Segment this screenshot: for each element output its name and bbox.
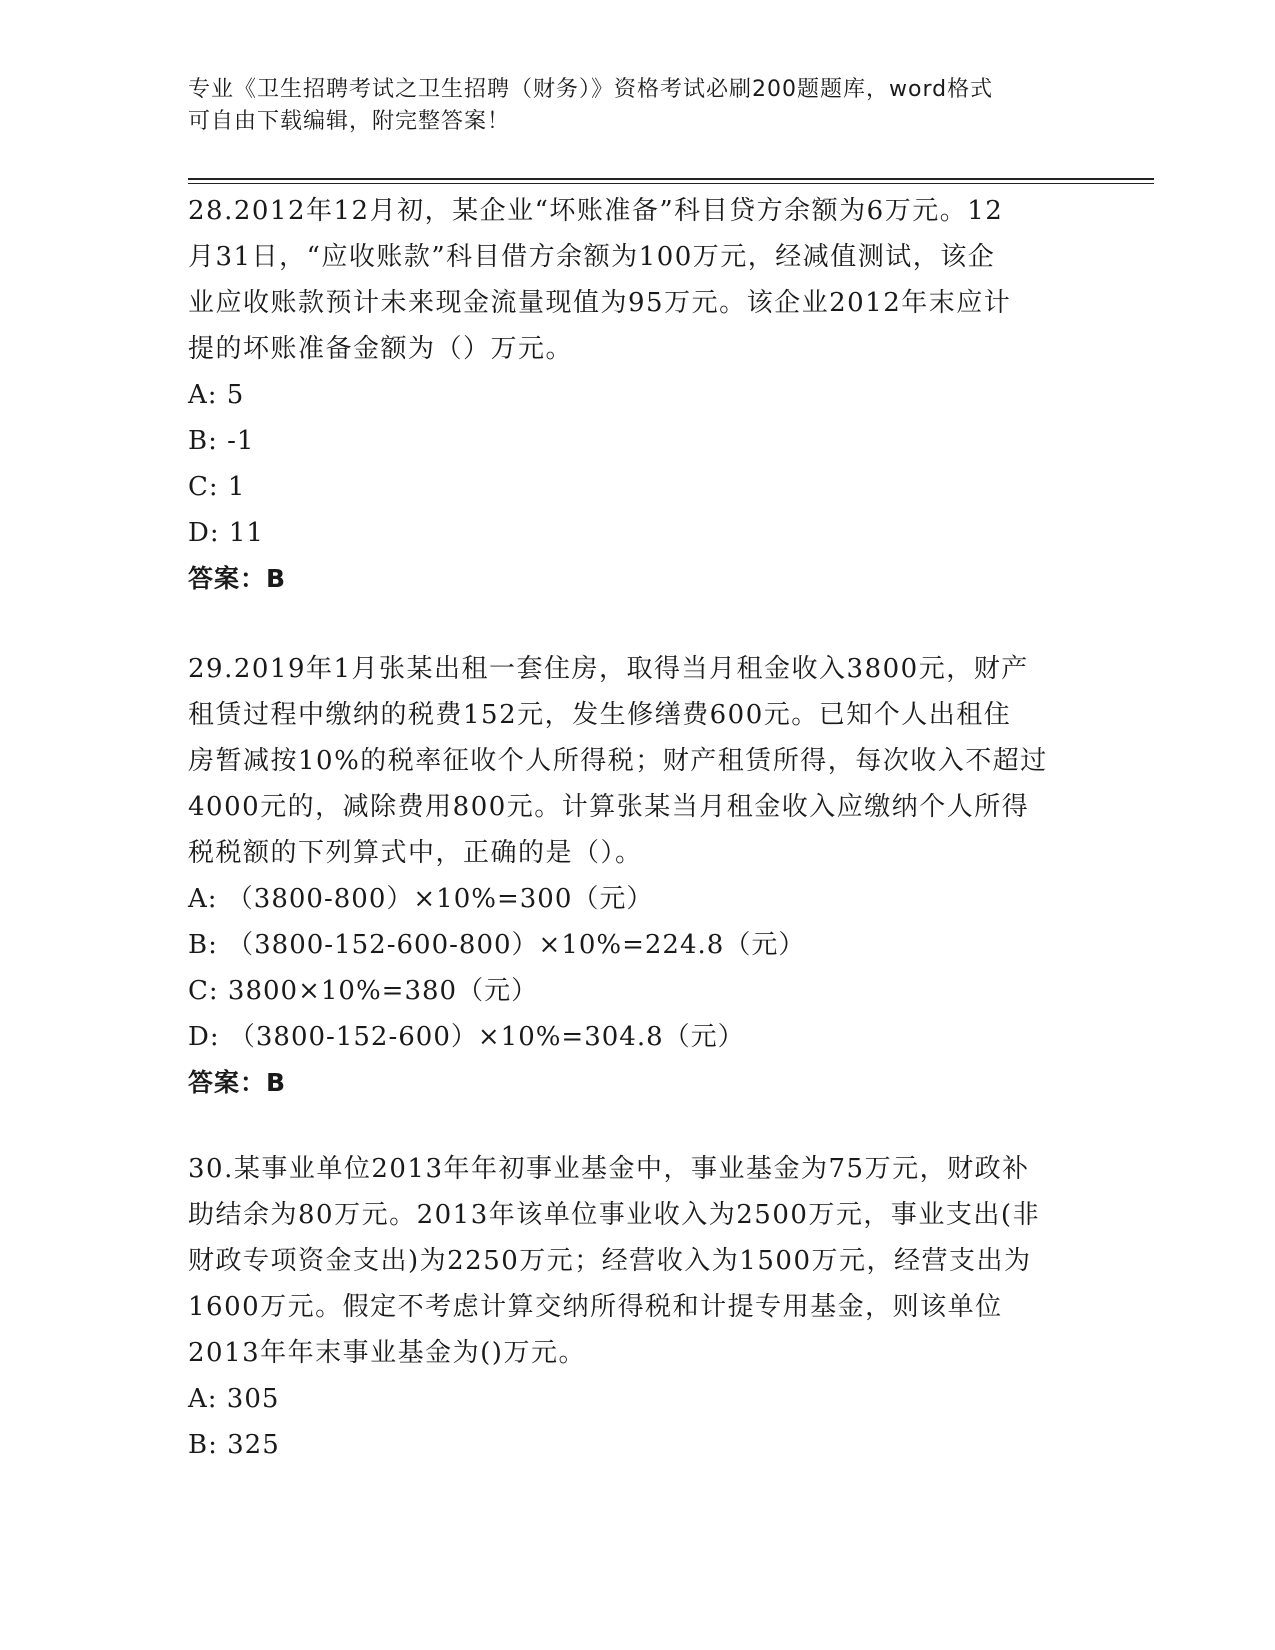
question-29 [188,646,1088,1106]
header-divider [188,178,1154,184]
question-30 [188,1146,1088,1468]
option-b: B: 325 [188,1430,280,1460]
option-a: A: 5 [188,380,245,410]
question-stem: 29.2019年1月张某出租一套住房，取得当月租金收入3800元，财产 租赁过程中缴纳的税费152元，发生修缮费600元。已知个人出租住 房暂减按10%的税率征收个人所得税；财产租赁所得，每次收入不超过 4000元的，减除费用800元。计算张某当月租金收入应缴纳个人所得 税税额的下列算式中，正确的是（）。 [188,654,1048,868]
option-d: D: （3800-152-600）×10%=304.8（元） [188,1022,745,1052]
answer-line: 答案：B [188,1068,287,1097]
option-d: D: 11 [188,518,264,548]
header-line-2: 可自由下载编辑，附完整答案！ [188,109,511,134]
option-b: B: -1 [188,426,255,456]
option-a: A: （3800-800）×10%=300（元） [188,884,654,914]
header-line-1: 专业《卫生招聘考试之卫生招聘（财务）》资格考试必刷200题题库，word格式 [188,77,994,102]
question-stem: 28.2012年12月初，某企业“坏账准备”科目贷方余额为6万元。12 月31日，“应收账款”科目借方余额为100万元，经减值测试，该企 业应收账款预计未来现金流量现值为95万元。该企业2012年末应计 提的坏账准备金额为（）万元。 [188,196,1012,364]
answer-line: 答案：B [188,564,287,593]
option-c: C: 1 [188,472,246,502]
document-header [188,74,1068,138]
question-stem: 30.某事业单位2013年年初事业基金中，事业基金为75万元，财政补 助结余为80万元。2013年该单位事业收入为2500万元，事业支出(非 财政专项资金支出)为2250万元；经营收入为1500万元，经营支出为 1600万元。假定不考虑计算交纳所得税和计提专用基金，则该单位 2013年年末事业基金为()万元。 [188,1154,1041,1368]
option-b: B: （3800-152-600-800）×10%=224.8（元） [188,930,806,960]
option-c: C: 3800×10%=380（元） [188,976,539,1006]
option-a: A: 305 [188,1384,280,1414]
question-28 [188,188,1088,602]
